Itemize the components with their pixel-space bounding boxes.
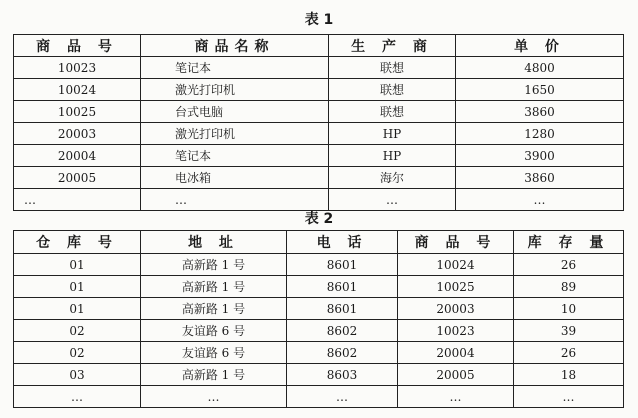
cell-ellipsis: … bbox=[141, 386, 287, 408]
table-row bbox=[14, 342, 624, 364]
cell-product-id: 10025 bbox=[398, 276, 514, 298]
header-stock-quantity: 库 存 量 bbox=[514, 231, 624, 254]
table-row bbox=[14, 79, 624, 101]
cell-ellipsis: … bbox=[141, 189, 329, 211]
cell-product-id: 10023 bbox=[14, 57, 141, 79]
table-row bbox=[14, 298, 624, 320]
table-row bbox=[14, 123, 624, 145]
cell-warehouse-id: 01 bbox=[14, 298, 141, 320]
cell-product-id: 10024 bbox=[14, 79, 141, 101]
cell-warehouse-id: 01 bbox=[14, 254, 141, 276]
cell-manufacturer: 联想 bbox=[329, 79, 456, 101]
header-product-name: 商品名称 bbox=[141, 35, 329, 57]
cell-warehouse-id: 01 bbox=[14, 276, 141, 298]
ellipsis-row bbox=[14, 386, 624, 408]
cell-ellipsis: … bbox=[14, 189, 141, 211]
cell-unit-price: 3860 bbox=[456, 101, 624, 123]
table1-caption: 表 1 bbox=[304, 12, 334, 28]
header-manufacturer: 生 产 商 bbox=[329, 35, 456, 57]
cell-manufacturer: HP bbox=[329, 145, 456, 167]
cell-product-name: 激光打印机 bbox=[141, 123, 329, 145]
header-address: 地 址 bbox=[141, 231, 287, 254]
cell-address: 高新路 1 号 bbox=[141, 254, 287, 276]
inventory-table bbox=[13, 230, 624, 408]
cell-ellipsis: … bbox=[14, 386, 141, 408]
cell-warehouse-id: 03 bbox=[14, 364, 141, 386]
cell-phone: 8603 bbox=[287, 364, 398, 386]
cell-unit-price: 1650 bbox=[456, 79, 624, 101]
cell-product-id: 20004 bbox=[398, 342, 514, 364]
cell-address: 高新路 1 号 bbox=[141, 276, 287, 298]
cell-unit-price: 4800 bbox=[456, 57, 624, 79]
cell-ellipsis: … bbox=[329, 189, 456, 211]
cell-product-id: 10024 bbox=[398, 254, 514, 276]
header-row bbox=[14, 231, 624, 254]
cell-product-id: 20004 bbox=[14, 145, 141, 167]
cell-product-name: 激光打印机 bbox=[141, 79, 329, 101]
cell-address: 高新路 1 号 bbox=[141, 364, 287, 386]
header-unit-price: 单 价 bbox=[456, 35, 624, 57]
cell-product-name: 台式电脑 bbox=[141, 101, 329, 123]
cell-manufacturer: HP bbox=[329, 123, 456, 145]
cell-unit-price: 1280 bbox=[456, 123, 624, 145]
cell-address: 友谊路 6 号 bbox=[141, 320, 287, 342]
cell-ellipsis: … bbox=[287, 386, 398, 408]
table-row bbox=[14, 145, 624, 167]
cell-product-id: 10023 bbox=[398, 320, 514, 342]
cell-product-id: 20003 bbox=[14, 123, 141, 145]
cell-phone: 8601 bbox=[287, 298, 398, 320]
header-phone: 电 话 bbox=[287, 231, 398, 254]
cell-phone: 8601 bbox=[287, 254, 398, 276]
header-product-id: 商 品 号 bbox=[398, 231, 514, 254]
table-row bbox=[14, 364, 624, 386]
cell-unit-price: 3900 bbox=[456, 145, 624, 167]
header-warehouse-id: 仓 库 号 bbox=[14, 231, 141, 254]
cell-address: 友谊路 6 号 bbox=[141, 342, 287, 364]
cell-stock-quantity: 39 bbox=[514, 320, 624, 342]
cell-stock-quantity: 10 bbox=[514, 298, 624, 320]
cell-product-id: 20005 bbox=[398, 364, 514, 386]
cell-product-name: 笔记本 bbox=[141, 145, 329, 167]
cell-stock-quantity: 18 bbox=[514, 364, 624, 386]
cell-phone: 8602 bbox=[287, 342, 398, 364]
cell-stock-quantity: 26 bbox=[514, 254, 624, 276]
table-row bbox=[14, 101, 624, 123]
table-row bbox=[14, 320, 624, 342]
cell-manufacturer: 海尔 bbox=[329, 167, 456, 189]
cell-product-id: 20003 bbox=[398, 298, 514, 320]
cell-warehouse-id: 02 bbox=[14, 320, 141, 342]
header-product-id: 商 品 号 bbox=[14, 35, 141, 57]
cell-ellipsis: … bbox=[456, 189, 624, 211]
cell-phone: 8601 bbox=[287, 276, 398, 298]
table-row bbox=[14, 254, 624, 276]
cell-address: 高新路 1 号 bbox=[141, 298, 287, 320]
cell-manufacturer: 联想 bbox=[329, 57, 456, 79]
cell-stock-quantity: 26 bbox=[514, 342, 624, 364]
cell-unit-price: 3860 bbox=[456, 167, 624, 189]
cell-product-name: 笔记本 bbox=[141, 57, 329, 79]
cell-product-id: 10025 bbox=[14, 101, 141, 123]
table-row bbox=[14, 276, 624, 298]
cell-manufacturer: 联想 bbox=[329, 101, 456, 123]
table-row bbox=[14, 167, 624, 189]
ellipsis-row bbox=[14, 189, 624, 211]
cell-product-name: 电冰箱 bbox=[141, 167, 329, 189]
table-row bbox=[14, 57, 624, 79]
cell-product-id: 20005 bbox=[14, 167, 141, 189]
cell-warehouse-id: 02 bbox=[14, 342, 141, 364]
cell-ellipsis: … bbox=[398, 386, 514, 408]
header-row bbox=[14, 35, 624, 57]
product-table bbox=[13, 34, 624, 211]
cell-ellipsis: … bbox=[514, 386, 624, 408]
cell-stock-quantity: 89 bbox=[514, 276, 624, 298]
cell-phone: 8602 bbox=[287, 320, 398, 342]
table2-caption: 表 2 bbox=[304, 211, 334, 227]
